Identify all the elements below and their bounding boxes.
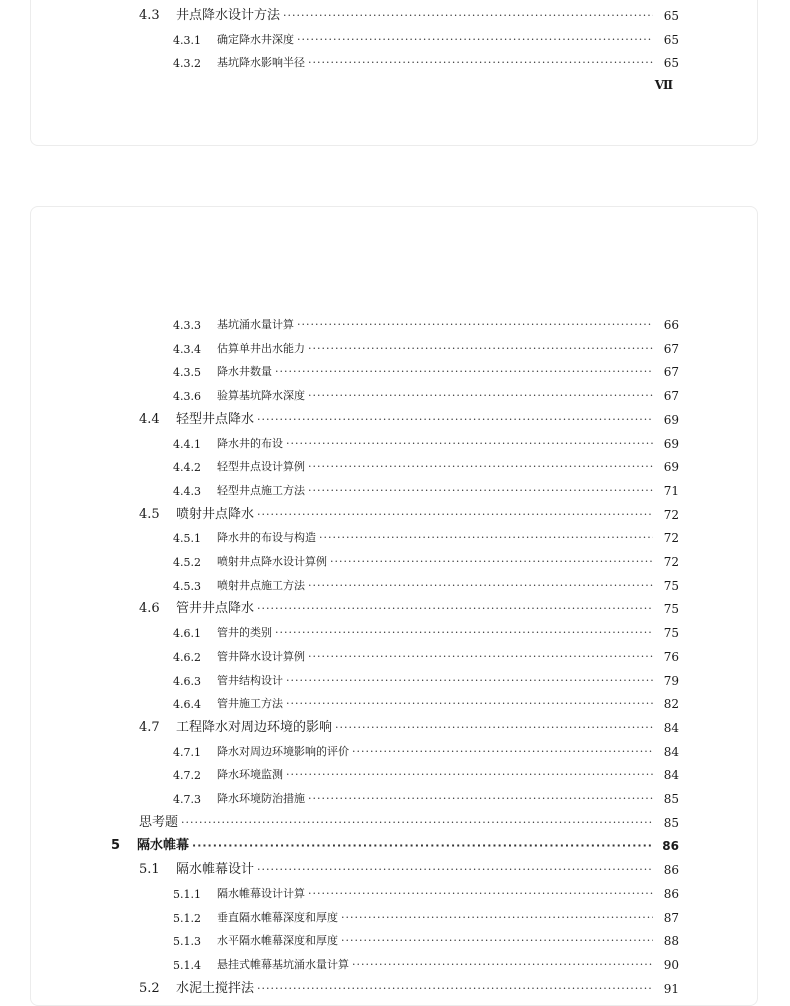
entry-title: 降水环境监测 xyxy=(217,768,283,782)
toc-entry[interactable] xyxy=(31,573,757,593)
entry-number: 5.1.3 xyxy=(173,935,201,949)
toc-entry[interactable] xyxy=(31,3,757,23)
entry-page-number: 88 xyxy=(663,934,679,949)
entry-number: 4.3.2 xyxy=(173,57,201,71)
entry-number: 4.4.1 xyxy=(173,437,201,451)
entry-title: 估算单井出水能力 xyxy=(217,341,305,355)
dot-leader xyxy=(330,555,653,569)
entry-page-number: 65 xyxy=(663,56,679,71)
entry-number: 5.1.2 xyxy=(173,911,201,925)
toc-entry[interactable] xyxy=(31,833,757,853)
toc-entry[interactable] xyxy=(31,715,757,735)
entry-number: 5.1 xyxy=(139,862,160,878)
entry-title: 垂直隔水帷幕深度和厚度 xyxy=(217,910,338,924)
toc-entry[interactable] xyxy=(31,810,757,830)
entry-page-number: 86 xyxy=(662,839,679,854)
dot-leader xyxy=(308,887,653,901)
dot-leader xyxy=(352,958,653,972)
toc-entry[interactable] xyxy=(31,502,757,522)
entry-page-number: 85 xyxy=(663,815,679,830)
toc-entry[interactable] xyxy=(31,478,757,498)
dot-leader xyxy=(297,318,653,332)
toc-entry[interactable] xyxy=(31,454,757,474)
entry-page-number: 76 xyxy=(663,649,679,664)
dot-leader xyxy=(308,792,653,806)
toc-entry[interactable] xyxy=(31,596,757,616)
toc-entry[interactable] xyxy=(31,525,757,545)
dot-leader xyxy=(308,650,653,664)
entry-page-number: 84 xyxy=(663,744,679,759)
entry-page-number: 69 xyxy=(663,412,679,427)
entry-page-number: 72 xyxy=(663,507,679,522)
entry-title: 水平隔水帷幕深度和厚度 xyxy=(217,934,338,948)
entry-page-number: 87 xyxy=(663,910,679,925)
entry-number: 4.7.1 xyxy=(173,745,201,759)
toc-entry[interactable] xyxy=(31,739,757,759)
toc-entry[interactable] xyxy=(31,27,757,47)
entry-title: 轻型井点设计算例 xyxy=(217,460,305,474)
entry-number: 5 xyxy=(111,838,121,854)
toc-entry[interactable] xyxy=(31,644,757,664)
entry-page-number: 75 xyxy=(663,626,679,641)
dot-leader xyxy=(308,460,653,474)
dot-leader xyxy=(319,531,653,545)
dot-leader xyxy=(286,697,653,711)
dot-leader xyxy=(308,389,653,403)
entry-number: 4.6.2 xyxy=(173,650,201,664)
entry-number: 4.4 xyxy=(139,411,160,427)
entry-page-number: 67 xyxy=(663,341,679,356)
dot-leader xyxy=(286,674,653,688)
entry-page-number: 86 xyxy=(663,863,679,878)
entry-page-number: 90 xyxy=(663,957,679,972)
toc-page-top xyxy=(30,0,758,146)
entry-title: 工程降水对周边环境的影响 xyxy=(176,719,333,735)
entry-number: 4.3.1 xyxy=(173,33,201,47)
dot-leader xyxy=(335,721,653,735)
entry-number: 4.4.3 xyxy=(173,484,201,498)
entry-number: 4.6 xyxy=(139,601,160,617)
toc-entry[interactable] xyxy=(31,549,757,569)
toc-entry[interactable] xyxy=(31,952,757,972)
entry-title: 管井井点降水 xyxy=(176,601,255,617)
entry-page-number: 84 xyxy=(663,768,679,783)
entry-title: 验算基坑降水深度 xyxy=(217,389,305,403)
entry-number: 4.5.3 xyxy=(173,579,201,593)
entry-page-number: 67 xyxy=(663,365,679,380)
entry-number: 4.7.3 xyxy=(173,793,201,806)
dot-leader xyxy=(257,863,653,877)
entry-number: 4.7 xyxy=(139,719,160,735)
entry-number: 4.6.3 xyxy=(173,674,201,688)
entry-number: 4.5.2 xyxy=(173,556,201,569)
entry-page-number: 75 xyxy=(663,602,679,617)
toc-entry[interactable] xyxy=(31,881,757,901)
dot-leader xyxy=(308,579,653,593)
entry-page-number: 85 xyxy=(663,792,679,806)
dot-leader xyxy=(352,745,653,759)
entry-page-number: 69 xyxy=(663,460,679,475)
entry-number: 5.1.4 xyxy=(173,958,201,972)
dot-leader xyxy=(192,839,653,853)
dot-leader xyxy=(297,33,653,47)
entry-page-number: 82 xyxy=(663,697,679,712)
entry-page-number: 86 xyxy=(663,886,679,901)
entry-title: 悬挂式帷幕基坑涌水量计算 xyxy=(217,957,349,971)
entry-number: 4.6.1 xyxy=(173,627,201,641)
toc-page-bottom xyxy=(30,206,758,1006)
entry-title: 井点降水设计方法 xyxy=(176,8,281,23)
entry-title: 喷射井点降水设计算例 xyxy=(217,555,327,568)
toc-entry[interactable] xyxy=(31,383,757,403)
entry-page-number: 66 xyxy=(663,318,679,332)
toc-entry[interactable] xyxy=(31,312,757,332)
entry-number: 4.4.2 xyxy=(173,461,201,475)
toc-entry[interactable] xyxy=(31,50,757,70)
toc-list-top xyxy=(31,0,757,145)
toc-entry[interactable] xyxy=(31,905,757,925)
entry-title: 基坑降水影响半径 xyxy=(217,56,305,70)
entry-title: 轻型井点施工方法 xyxy=(217,483,305,497)
toc-entry[interactable] xyxy=(31,762,757,782)
toc-entry[interactable] xyxy=(31,976,757,996)
entry-title: 确定降水井深度 xyxy=(217,32,294,46)
entry-number: 4.3.4 xyxy=(173,342,201,356)
toc-entry[interactable] xyxy=(31,668,757,688)
entry-title: 降水环境防治措施 xyxy=(217,792,305,805)
toc-entry[interactable] xyxy=(31,431,757,451)
toc-entry[interactable] xyxy=(31,691,757,711)
dot-leader xyxy=(308,484,653,498)
entry-page-number: 75 xyxy=(663,578,679,593)
dot-leader xyxy=(341,934,653,948)
entry-page-number: 72 xyxy=(663,555,679,569)
page-numeral: Ⅶ xyxy=(654,78,673,92)
entry-number: 4.3.6 xyxy=(173,390,201,404)
dot-leader xyxy=(308,56,653,70)
dot-leader xyxy=(181,816,653,830)
entry-page-number: 84 xyxy=(663,720,679,735)
entry-title: 轻型井点降水 xyxy=(176,411,255,427)
dot-leader xyxy=(257,508,653,522)
entry-title: 隔水帷幕 xyxy=(137,838,190,854)
toc-entry[interactable] xyxy=(31,857,757,877)
entry-page-number: 71 xyxy=(663,483,679,498)
entry-title: 基坑涌水量计算 xyxy=(217,318,294,331)
entry-title: 降水井数量 xyxy=(217,365,272,379)
entry-number: 5.2 xyxy=(139,980,160,996)
entry-number: 4.3.5 xyxy=(173,366,201,380)
entry-number: 4.3 xyxy=(139,8,160,23)
toc-entry[interactable] xyxy=(31,407,757,427)
entry-title: 管井降水设计算例 xyxy=(217,649,305,663)
entry-title: 喷射井点降水 xyxy=(176,506,255,522)
entry-title: 思考题 xyxy=(139,814,179,830)
entry-number: 4.6.4 xyxy=(173,698,201,712)
entry-title: 管井的类别 xyxy=(217,626,272,640)
entry-number: 4.5 xyxy=(139,506,160,522)
dot-leader xyxy=(286,768,653,782)
entry-page-number: 72 xyxy=(663,531,679,546)
toc-entry[interactable] xyxy=(31,928,757,948)
dot-leader xyxy=(286,437,653,451)
dot-leader xyxy=(275,365,653,379)
entry-title: 隔水帷幕设计 xyxy=(176,862,255,878)
entry-page-number: 67 xyxy=(663,389,679,404)
entry-title: 降水对周边环境影响的评价 xyxy=(217,744,349,758)
dot-leader xyxy=(341,911,653,925)
dot-leader xyxy=(283,9,653,23)
entry-title: 管井施工方法 xyxy=(217,697,283,711)
entry-title: 水泥土搅拌法 xyxy=(176,980,255,996)
entry-page-number: 69 xyxy=(663,436,679,451)
dot-leader xyxy=(257,602,653,616)
toc-list-bottom xyxy=(31,207,757,1005)
entry-number: 5.1.1 xyxy=(173,887,201,901)
dot-leader xyxy=(308,342,653,356)
entry-number: 4.7.2 xyxy=(173,769,201,783)
entry-title: 降水井的布设与构造 xyxy=(217,531,316,545)
toc-entry[interactable] xyxy=(31,620,757,640)
toc-entry[interactable] xyxy=(31,336,757,356)
toc-entry[interactable] xyxy=(31,786,757,806)
entry-title: 降水井的布设 xyxy=(217,436,283,450)
toc-entry[interactable] xyxy=(31,359,757,379)
dot-leader xyxy=(257,982,653,996)
entry-title: 隔水帷幕设计计算 xyxy=(217,886,305,900)
entry-number: 4.3.3 xyxy=(173,319,201,332)
entry-page-number: 91 xyxy=(663,981,679,996)
entry-title: 喷射井点施工方法 xyxy=(217,578,305,592)
entry-page-number: 65 xyxy=(663,9,679,23)
entry-page-number: 65 xyxy=(663,32,679,47)
dot-leader xyxy=(257,413,653,427)
dot-leader xyxy=(275,626,653,640)
entry-number: 4.5.1 xyxy=(173,532,201,546)
entry-page-number: 79 xyxy=(663,673,679,688)
entry-title: 管井结构设计 xyxy=(217,673,283,687)
